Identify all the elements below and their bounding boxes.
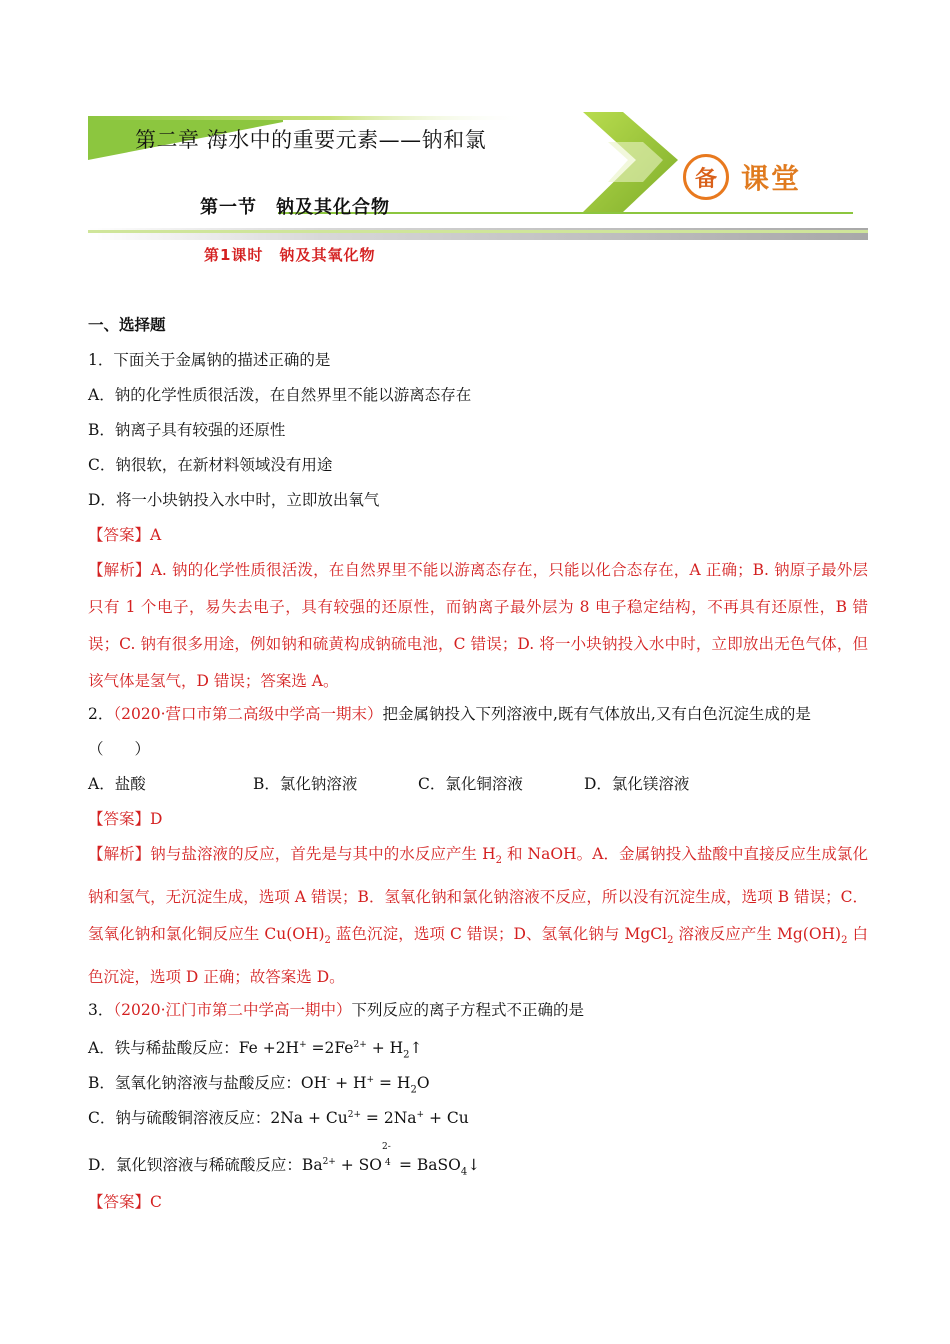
- q2-analysis-sub: 2: [667, 935, 674, 947]
- q3-a-sub: 2: [403, 1049, 410, 1061]
- q3-option-c: [88, 1103, 868, 1138]
- q1-option-c: C．钠很软，在新材料领域没有用途: [88, 456, 333, 474]
- logo-badge: 备: [683, 154, 729, 200]
- q3-d-text: + SO: [335, 1156, 383, 1175]
- q3-b-text: + H: [330, 1074, 367, 1093]
- q3-a-text: A．铁与稀盐酸反应：Fe +2H: [88, 1039, 300, 1058]
- q3-a-text: ↑: [409, 1039, 423, 1058]
- q3-c-text: = 2Na: [361, 1109, 417, 1128]
- brand-logo: [683, 155, 801, 199]
- q3-d-text: ↓: [467, 1156, 481, 1175]
- q2-paren: （ ）: [88, 740, 151, 758]
- q3-b-sup: +: [366, 1075, 375, 1086]
- q3-stem: 下列反应的离子方程式不正确的是: [351, 1001, 585, 1020]
- chapter-title: 第二章 海水中的重要元素——钠和氯: [135, 128, 487, 152]
- q2-analysis: [88, 836, 868, 996]
- document-body: [88, 313, 868, 1225]
- q2-analysis-sub: 2: [324, 935, 331, 947]
- q3-option-b: [88, 1068, 868, 1103]
- q2-analysis-sub: 2: [841, 935, 848, 947]
- q1-option-b: B．钠离子具有较强的还原性: [88, 421, 286, 439]
- q2-analysis-part: 【解析】钠与盐溶液的反应，首先是与其中的水反应产生 H: [88, 845, 496, 863]
- section-heading: 一、选择题: [88, 315, 166, 334]
- q3-option-d: [88, 1138, 868, 1186]
- q2-options: [88, 772, 868, 807]
- q3-d-sup: 2+: [322, 1157, 336, 1168]
- q3-d-text: = BaSO: [394, 1156, 461, 1175]
- q1-answer: 【答案】A: [88, 526, 162, 544]
- q2-source: （2020·营口市第二高级中学高一期末）: [113, 705, 383, 723]
- q3-a-sup: +: [299, 1040, 307, 1051]
- q3-c-text: C．钠与硫酸铜溶液反应：2Na + Cu: [88, 1109, 348, 1128]
- lesson-title: 第1课时 钠及其氧化物: [204, 246, 376, 264]
- q1-stem: 1．下面关于金属钠的描述正确的是: [88, 351, 331, 369]
- q3-source: （2020·江门市第二中学高一期中）: [113, 1001, 352, 1020]
- q2-option-a: A．盐酸: [88, 775, 146, 793]
- q3-c-text: + Cu: [424, 1109, 469, 1128]
- q2-analysis-part: 白色沉淀，选项 D 正确；故答案选 D。: [88, 925, 868, 987]
- q2-analysis-part: 和 NaOH。A．金属钠投入盐酸中直接反应生成氯化钠和氢气，无沉淀生成，选项 A 错误；B．氢氧化钠和氯化钠溶液不反应，所以没有沉淀生成，选项 B 错误；C．氢氧化钠和氯化铜反应生 Cu(OH): [88, 845, 868, 944]
- q2-option-b: B．氯化钠溶液: [253, 775, 358, 793]
- logo-text: 课堂: [741, 162, 802, 195]
- q3-d-sup: 2-: [382, 1142, 391, 1153]
- q3-a-text: + H: [366, 1039, 404, 1058]
- q3-b-text: O: [416, 1074, 430, 1093]
- q3-c-sup: +: [416, 1110, 425, 1121]
- q3-a-sup: 2+: [353, 1040, 367, 1051]
- q3-b-sup: -: [327, 1075, 331, 1086]
- section-title: 第一节 钠及其化合物: [200, 197, 390, 218]
- q2-option-d: D．氯化镁溶液: [584, 775, 690, 793]
- q3-d-text: D．氯化钡溶液与稀硫酸反应：Ba: [88, 1156, 323, 1175]
- q3-d-ion-charge: [382, 1142, 394, 1176]
- q3-c-sup: 2+: [347, 1110, 361, 1121]
- q3-b-text: B．氢氧化钠溶液与盐酸反应：OH: [88, 1074, 328, 1093]
- q1-option-a: A．钠的化学性质很活泼，在自然界里不能以游离态存在: [88, 386, 472, 404]
- q3-d-sub: 4: [460, 1166, 468, 1178]
- q3-b-sub: 2: [410, 1084, 417, 1096]
- q1-analysis: 【解析】A. 钠的化学性质很活泼，在自然界里不能以游离态存在，只能以化合态存在，A 正确；B. 钠原子最外层只有 1 个电子，易失去电子，具有较强的还原性，而钠离子最外层为 8 电子稳定结构，不再具有还原性，B 错误；C. 钠有很多用途，例如钠和硫黄构成钠硫电池，C 错误；D. 将一小块钠投入水中时，立即放出无色气体，但该气体是氢气，D 错误；答案选 A。: [88, 561, 868, 690]
- q3-option-a: [88, 1033, 868, 1068]
- q3-number: 3．: [88, 1001, 114, 1020]
- q3-stem-line: [88, 998, 868, 1033]
- q3-b-text: = H: [374, 1074, 411, 1093]
- q2-option-c: C．氯化铜溶液: [418, 775, 523, 793]
- q3-answer: 【答案】C: [88, 1193, 162, 1212]
- q2-stem-line: [88, 702, 868, 737]
- q2-analysis-sub: 2: [495, 855, 502, 867]
- q1-option-d: D．将一小块钠投入水中时，立即放出氧气: [88, 491, 380, 509]
- q2-analysis-part: 蓝色沉淀，选项 C 错误；D、氢氧化钠与 MgCl: [330, 925, 668, 944]
- q2-stem: 把金属钠投入下列溶液中,既有气体放出,又有白色沉淀生成的是: [382, 705, 811, 723]
- q3-d-sub: 4: [385, 1158, 391, 1169]
- q2-answer: 【答案】D: [88, 810, 163, 828]
- q3-a-text: =2Fe: [306, 1039, 354, 1058]
- q2-number: 2．: [88, 705, 114, 723]
- q2-analysis-part: 溶液反应产生 Mg(OH): [673, 925, 842, 944]
